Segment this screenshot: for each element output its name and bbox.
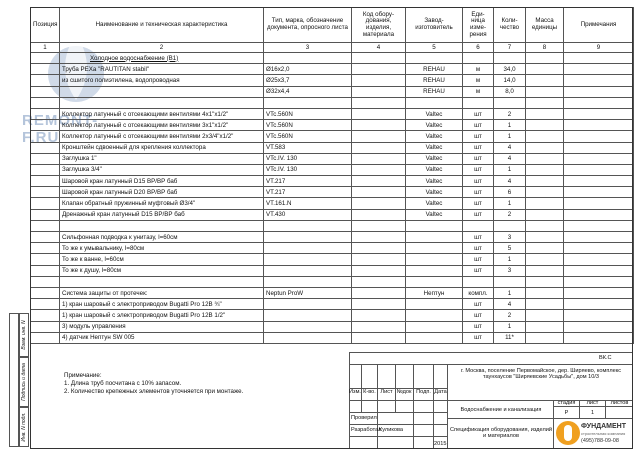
notes-title: Примечание: <box>64 372 102 379</box>
cell-qty: 8,0 <box>494 86 526 97</box>
header-qty: Коли-чество <box>494 8 526 43</box>
cell-name: Коллектор латунный с отсекающими вентилями 4x1"x1/2" <box>60 108 264 119</box>
cell-name: То же к умывальнику, l=80см <box>60 243 264 254</box>
cell-maker: Valtec <box>406 142 463 153</box>
stamp-col-ndok: №док <box>396 389 412 395</box>
cell-type: Neptun ProW <box>264 287 352 298</box>
cell-maker: Valtec <box>406 120 463 131</box>
cell-unit: шт <box>463 176 494 187</box>
cell-name: Дренажный кран латунный D15 ВР/ВР баб <box>60 209 264 220</box>
cell-unit: компл. <box>463 287 494 298</box>
cell-name: То же к ванне, l=60см <box>60 254 264 265</box>
header-position: Позиция <box>31 8 60 43</box>
cell-name: То же к душу, l=80см <box>60 265 264 276</box>
cell-name: Труба PEXa "RAUTITAN stabil" <box>60 64 264 75</box>
side-col-left <box>9 313 19 447</box>
cell-unit: шт <box>463 332 494 343</box>
column-number: 2 <box>60 43 264 53</box>
logo-name: ФУНДАМЕНТ <box>581 423 626 430</box>
cell-qty: 4 <box>494 142 526 153</box>
stamp-sheet: 1 <box>590 410 595 416</box>
cell-type: VTc.560N <box>264 120 352 131</box>
cell-name: 1) кран шаровый с электроприводом Bugatti Pro 12В ¾" <box>60 299 264 310</box>
cell-qty: 2 <box>494 108 526 119</box>
cell-type: Ø16x2,0 <box>264 64 352 75</box>
cell-qty: 5 <box>494 243 526 254</box>
cell-qty: 3 <box>494 265 526 276</box>
cell-qty: 4 <box>494 153 526 164</box>
cell-unit: шт <box>463 232 494 243</box>
cell-maker: REHAU <box>406 86 463 97</box>
cell-maker: Valtec <box>406 176 463 187</box>
cell-maker: Valtec <box>406 164 463 175</box>
cell-name: Кронштейн сдвоенный для крепления коллектора <box>60 142 264 153</box>
stamp-developer: Куликова <box>379 427 403 433</box>
stamp-col-kuch: К-во. <box>363 389 376 395</box>
cell-maker: Valtec <box>406 187 463 198</box>
cell-unit: м <box>463 64 494 75</box>
cell-unit: м <box>463 75 494 86</box>
cell-qty: 3 <box>494 232 526 243</box>
cell-unit: шт <box>463 187 494 198</box>
cell-qty: 1 <box>494 254 526 265</box>
cell-type: Ø25x3,7 <box>264 75 352 86</box>
cell-name: 1) кран шаровый с электроприводом Bugatti Pro 12В 1/2" <box>60 310 264 321</box>
cell-qty: 1 <box>494 120 526 131</box>
column-number: 5 <box>406 43 463 53</box>
cell-qty: 1 <box>494 198 526 209</box>
cell-type: VT.217 <box>264 187 352 198</box>
cell-type: Ø32x4,4 <box>264 86 352 97</box>
cell-type: VTc.IV. 130 <box>264 164 352 175</box>
stamp-sheet-label: лист <box>586 400 599 406</box>
cell-type: VT.430 <box>264 209 352 220</box>
cell-maker: Valtec <box>406 209 463 220</box>
cell-maker: Valtec <box>406 153 463 164</box>
side-cell <box>19 357 29 407</box>
notes-line: 1. Длина труб посчитана с 10% запасом. <box>64 380 182 387</box>
column-number: 3 <box>264 43 352 53</box>
cell-maker: Valtec <box>406 198 463 209</box>
side-vzam-inv: Взам. инв. N <box>21 320 27 350</box>
cell-qty: 1 <box>494 321 526 332</box>
cell-qty: 11* <box>494 332 526 343</box>
cell-unit: шт <box>463 321 494 332</box>
column-number: 6 <box>463 43 494 53</box>
cell-name: 4) датчик Нептун SW 005 <box>60 332 264 343</box>
side-cell <box>19 313 29 357</box>
stamp-sheets-label: листов <box>610 400 629 406</box>
header-type: Тип, марка, обозначение документа, опросного листа <box>264 8 352 43</box>
cell-unit: шт <box>463 198 494 209</box>
cell-type: VTc.IV. 130 <box>264 153 352 164</box>
cell-maker: Нептун <box>406 287 463 298</box>
column-number: 4 <box>352 43 406 53</box>
header-maker: Завод-изготовитель <box>406 8 463 43</box>
cell-name: Заглушка 1" <box>60 153 264 164</box>
header-mass: Масса единицы <box>526 8 564 43</box>
cell-name: Коллектор латунный с отсекающими вентилями 3x1"x1/2" <box>60 120 264 131</box>
cell-name: Шаровой кран латунный D15 ВР/ВР баб <box>60 176 264 187</box>
cell-qty: 4 <box>494 299 526 310</box>
cell-qty: 34,0 <box>494 64 526 75</box>
logo-phone: (495)788-09-08 <box>581 438 619 444</box>
stamp-developed: Разработал <box>351 427 382 433</box>
side-inv-podl: Инв. N подл. <box>21 412 27 442</box>
column-number: 8 <box>526 43 564 53</box>
cell-unit: шт <box>463 164 494 175</box>
cell-maker: REHAU <box>406 75 463 86</box>
side-podp-data: Подпись и дата <box>21 363 27 401</box>
cell-unit: м <box>463 86 494 97</box>
cell-name: Заглушка 3/4" <box>60 164 264 175</box>
cell-qty: 14,0 <box>494 75 526 86</box>
stamp-col-podp: Подп. <box>416 389 431 395</box>
cell-unit: шт <box>463 153 494 164</box>
cell-name: Холодное водоснабжение (В1) <box>60 53 264 64</box>
cell-qty: 1 <box>494 131 526 142</box>
cell-name: Система защиты от протечек: <box>60 287 264 298</box>
cell-type: VTc.560N <box>264 108 352 119</box>
side-stamp <box>9 313 29 447</box>
column-number: 9 <box>564 43 634 53</box>
cell-type: VT.161.N <box>264 198 352 209</box>
stamp-doc-title: Спецификация оборудования, изделий и материалов <box>450 427 552 440</box>
cell-name: Клапан обратный пружинный муфтовый Ø3/4" <box>60 198 264 209</box>
cell-name: Шаровой кран латунный D20 ВР/ВР баб <box>60 187 264 198</box>
cell-name: 3) модуль управления <box>60 321 264 332</box>
cell-qty: 4 <box>494 176 526 187</box>
cell-unit: шт <box>463 243 494 254</box>
cell-qty: 2 <box>494 310 526 321</box>
cell-unit: шт <box>463 120 494 131</box>
cell-maker: Valtec <box>406 108 463 119</box>
cell-maker: REHAU <box>406 64 463 75</box>
cell-qty: 1 <box>494 287 526 298</box>
stamp-col-izm: Изм. <box>349 389 361 395</box>
cell-type: VT.217 <box>264 176 352 187</box>
stamp-stage: Р <box>564 410 569 416</box>
cell-qty: 1 <box>494 164 526 175</box>
watermark-text: REMONT-F.RU <box>22 112 99 146</box>
cell-maker: Valtec <box>406 131 463 142</box>
cell-unit: шт <box>463 142 494 153</box>
cell-unit: шт <box>463 209 494 220</box>
stamp-year: 2015 <box>434 441 447 447</box>
side-cell <box>19 407 29 447</box>
cell-unit: шт <box>463 265 494 276</box>
header-code: Код обору-дования, изделия, материала <box>352 8 406 43</box>
stamp-stage-label: стадия <box>557 400 576 406</box>
stamp-checked: Проверил <box>351 415 377 421</box>
cell-unit: шт <box>463 131 494 142</box>
header-notes: Примечания <box>564 8 634 43</box>
header-name: Наименование и техническая характеристика <box>60 8 264 43</box>
cell-name: из сшитого полиэтилена, водопроводная <box>60 75 264 86</box>
cell-name: Сильфонная подводка к унитазу, l=60см <box>60 232 264 243</box>
stamp-code: ВК.С <box>599 355 612 361</box>
stamp-col-list: Лист <box>380 389 393 395</box>
cell-unit: шт <box>463 310 494 321</box>
cell-unit: шт <box>463 108 494 119</box>
header-unit: Еди-ница изме-рения <box>463 8 494 43</box>
cell-unit: шт <box>463 254 494 265</box>
cell-qty: 2 <box>494 209 526 220</box>
stamp-address: г. Москва, поселение Первомайское, дер. Ширяево, комплекс таунхаусов "Ширяевские Усадьбы", дом 10/3 <box>460 368 622 381</box>
cell-type: VT.583 <box>264 142 352 153</box>
column-number: 1 <box>31 43 60 53</box>
column-number: 7 <box>494 43 526 53</box>
notes-line: 2. Количество крепежных элементов уточняется при монтаже. <box>64 388 244 395</box>
stamp-col-data: Дата <box>434 389 447 395</box>
page-frame <box>30 7 633 449</box>
cell-unit: шт <box>463 299 494 310</box>
cell-type: VTc.560N <box>264 131 352 142</box>
cell-name: Коллектор латунный с отсекающими вентилями 2x3/4"x1/2" <box>60 131 264 142</box>
cell-qty: 6 <box>494 187 526 198</box>
stamp-section: Водоснабжение и канализация <box>460 407 542 413</box>
logo-subtitle: строительная компания <box>581 431 626 436</box>
